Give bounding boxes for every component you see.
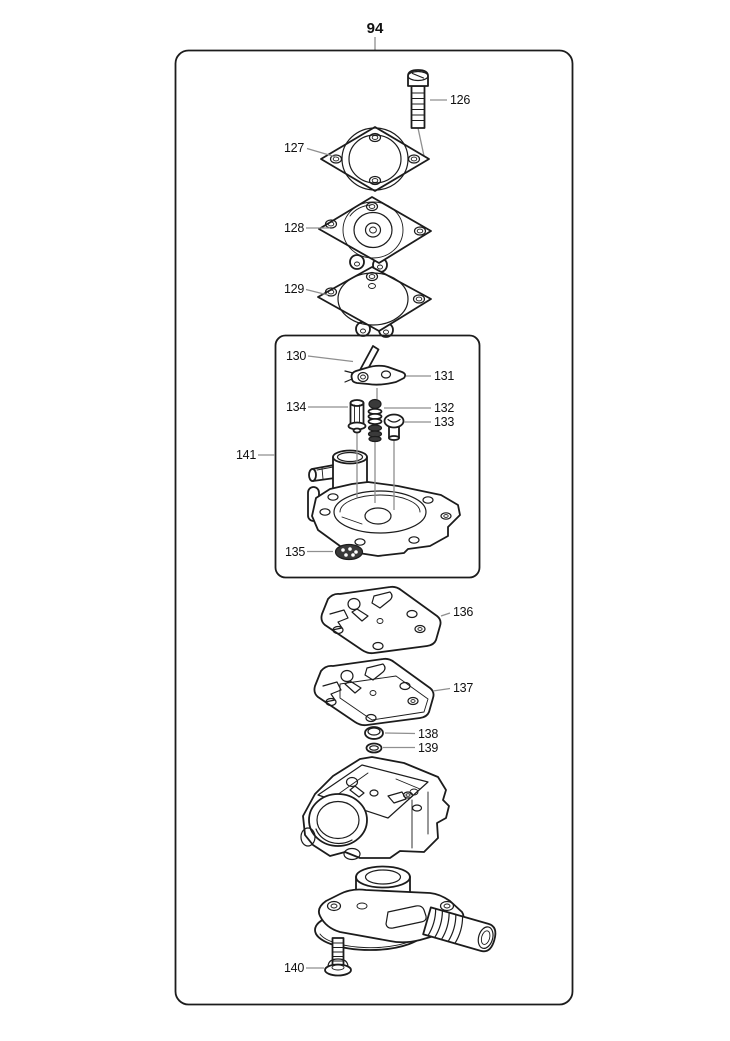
screen-135-drawing <box>307 545 363 560</box>
callout-138: 138 <box>418 727 439 741</box>
carburetor-body-drawing <box>301 757 449 860</box>
callout-131: 131 <box>434 369 455 383</box>
callout-141: 141 <box>236 448 257 462</box>
callout-127: 127 <box>284 141 305 155</box>
callout-126: 126 <box>450 93 471 107</box>
metering-body-drawing <box>308 451 460 557</box>
plug-138-drawing <box>365 727 415 739</box>
callout-134: 134 <box>286 400 307 414</box>
gasket-137-drawing <box>314 659 450 725</box>
assembly-number-label: 94 <box>366 20 384 37</box>
screw-126-drawing <box>408 70 447 156</box>
cover-127-drawing <box>307 127 429 191</box>
callout-136: 136 <box>453 605 474 619</box>
gasket-129-drawing <box>306 267 431 337</box>
callout-135: 135 <box>285 545 306 559</box>
lever-131-drawing <box>345 366 431 399</box>
diaphragm-128-drawing <box>306 197 431 272</box>
callout-137: 137 <box>453 681 474 695</box>
callout-130: 130 <box>286 349 307 363</box>
callout-140: 140 <box>284 961 305 975</box>
callout-139: 139 <box>418 741 439 755</box>
o-ring-139-drawing <box>367 744 416 753</box>
callout-128: 128 <box>284 221 305 235</box>
diaphragm-136-drawing <box>321 587 450 653</box>
callout-129: 129 <box>284 282 305 296</box>
callout-132: 132 <box>434 401 455 415</box>
callout-133: 133 <box>434 415 455 429</box>
